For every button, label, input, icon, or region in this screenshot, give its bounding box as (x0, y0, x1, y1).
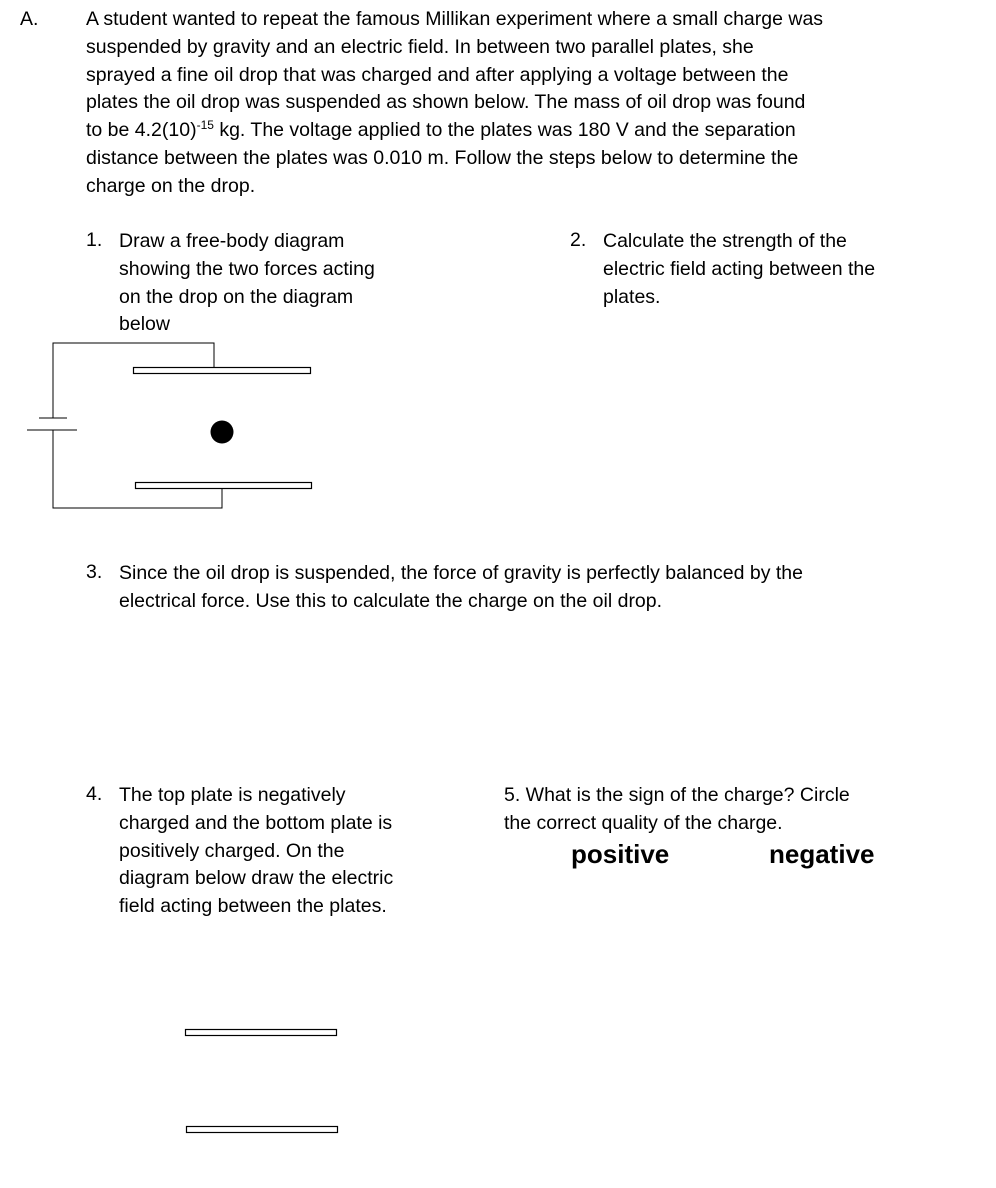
question-line: plates. (603, 285, 661, 308)
question-line: the correct quality of the charge. (504, 811, 783, 834)
top-plate (186, 1030, 337, 1036)
oil-drop (211, 421, 234, 444)
question-line: showing the two forces acting (119, 257, 375, 280)
question-line: The top plate is negatively (119, 784, 346, 806)
intro-line: charge on the drop. (86, 174, 256, 197)
question-line: Since the oil drop is suspended, the force of gravity is perfectly balanced by the (119, 562, 803, 584)
bottom-plate (187, 1127, 338, 1133)
question-number: 3. (86, 561, 103, 583)
question-line: charged and the bottom plate is (119, 811, 393, 834)
question-line: positively charged. On the (119, 839, 345, 862)
mass-value: to be 4.2(10) (86, 119, 197, 142)
question-line: electric field acting between the (603, 257, 876, 280)
question-number: 2. (570, 229, 587, 251)
question-line: below (119, 313, 170, 336)
question-line: Calculate the strength of the (603, 230, 847, 252)
question-line: electrical force. Use this to calculate the charge on the oil drop. (119, 589, 663, 612)
electric-field-plates-diagram (186, 1030, 338, 1133)
question-number: 1. (86, 229, 103, 251)
question-line: field acting between the plates. (119, 895, 387, 918)
question-line: diagram below draw the electric (119, 867, 394, 890)
top-wire (53, 343, 214, 418)
choice-negative[interactable]: negative (769, 839, 875, 869)
bottom-wire (53, 430, 222, 508)
question-line: 5. What is the sign of the charge? Circle (504, 784, 850, 806)
intro-line-rest: kg. The voltage applied to the plates was 180 V and the separation (213, 119, 796, 142)
bottom-plate (136, 483, 312, 489)
intro-line: suspended by gravity and an electric field. In between two parallel plates, she (86, 35, 754, 58)
intro-line: sprayed a fine oil drop that was charged and after applying a voltage between the (86, 63, 789, 86)
millikan-apparatus-diagram (27, 343, 312, 508)
section-letter: A. (20, 8, 39, 30)
question-number: 4. (86, 783, 103, 805)
question-line: on the drop on the diagram (119, 285, 354, 308)
choice-positive[interactable]: positive (571, 839, 670, 869)
question-line: Draw a free-body diagram (119, 230, 345, 252)
intro-line: plates the oil drop was suspended as shown below. The mass of oil drop was found (86, 91, 806, 114)
mass-exponent: -15 (196, 118, 214, 133)
intro-line: distance between the plates was 0.010 m. Follow the steps below to determine the (86, 146, 799, 169)
intro-line: A student wanted to repeat the famous Millikan experiment where a small charge was (86, 8, 824, 30)
top-plate (134, 368, 311, 374)
